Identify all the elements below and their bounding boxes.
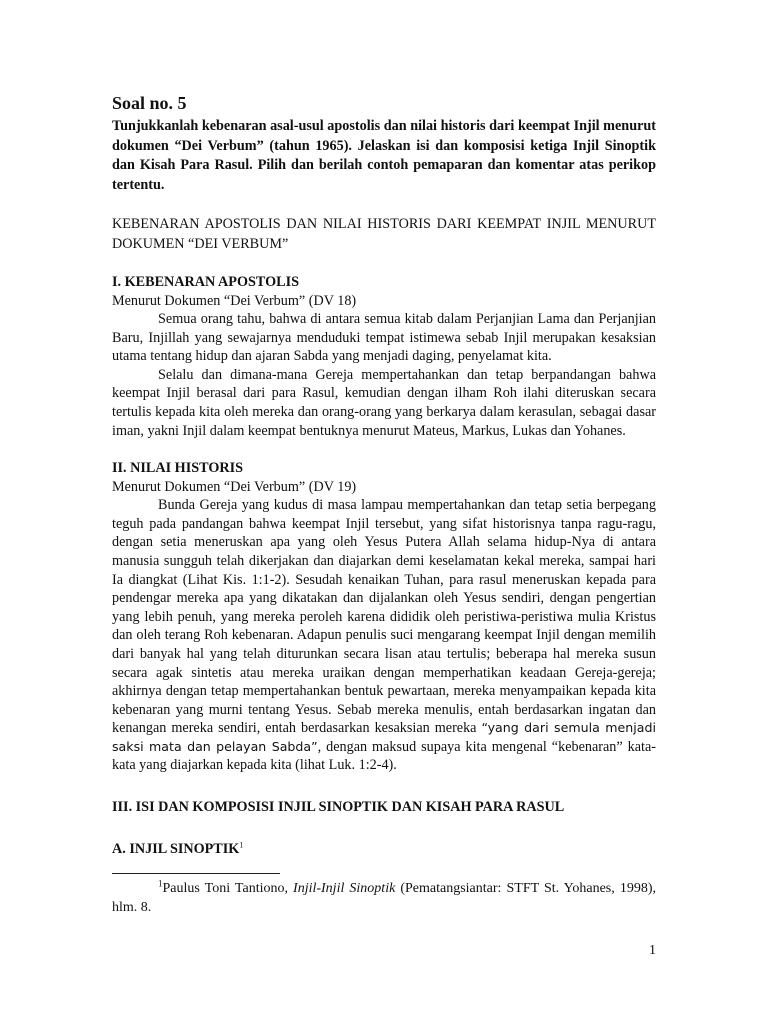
paragraph-apostolic-2: Selalu dan dimana-mana Gereja mempertahankan dan tetap berpandangan bahwa keempat Injil berasal dari para Rasul, kemudian dengan ilham Roh ilahi diteruskan secara tertulis kepada kita oleh mereka dan orang-orang yang berkarya dalam kerasulan, sebagai dasar iman, yakni Injil dalam keempat bentuknya menurut Mateus, Markus, Lukas dan Yohanes. — [112, 366, 656, 439]
section-reference-dv18: Menurut Dokumen “Dei Verbum” (DV 18) — [112, 293, 357, 309]
question-number-title: Soal no. 5 — [112, 93, 187, 113]
subsection-heading-text: A. INJIL SINOPTIK — [112, 841, 240, 858]
paragraph-historical-text-a: Bunda Gereja yang kudus di masa lampau mempertahankan dan tetap setia berpegang teguh pada pandangan bahwa keempat Injil tersebut, yang sifat historisnya tanpa ragu-ragu, dengan setia meneruskan apa yang oleh Yesus Putera Allah selama hidup-Nya di antara manusia sungguh telah dikerjakan dan diajarkan demi keselamatan kekal mereka, sampai hari Ia diangkat (Lihat Kis. 1:1-2). Sesudah kenaikan Tuhan, para rasul meneruskan kepada para pendengar mereka apa yang dikatakan dan dijalankan oleh Yesus sendiri, dengan pengertian yang lebih penuh, yang mereka peroleh karena dididik oleh peristiwa-peristiwa mulia Kristus dan oleh terang Roh kebenaran. Adapun penulis suci mengarang keempat Injil dengan memilih dari banyak hal yang telah diturunkan secara lisan atau tertulis; beberapa hal mereka susun secara agak sintetis atau mereka uraikan dengan memperhatikan keadaan Gereja-gereja; akhirnya dengan tetap mempertahankan bentuk pewartaan, mereka menyampaikan kepada kita kebenaran yang murni tentang Yesus. Sebab mereka menulis, entah berdasarkan ingatan dan kenangan mereka sendiri, entah berdasarkan kesaksian mereka — [112, 497, 656, 737]
footnote-reference-marker[interactable]: 1 — [239, 840, 244, 850]
page-number: 1 — [649, 943, 656, 958]
paragraph-apostolic-1: Semua orang tahu, bahwa di antara semua kitab dalam Perjanjian Lama dan Perjanjian Baru, Injillah yang sewajarnya menduduki tempat istimewa sebab Injil merupakan kesaksian utama tentang hidup dan ajaran Sabda yang menjadi daging, penyelamat kita. — [112, 311, 656, 365]
section-heading-apostolic-truth: I. KEBENARAN APOSTOLIS — [112, 274, 299, 290]
paragraph-historical-quote: “yang dari semula menjadi saksi mata dan pelayan Sabda” — [112, 720, 656, 754]
question-text: Tunjukkanlah kebenaran asal-usul apostolis dan nilai historis dari keempat Injil menurut dokumen “Dei Verbum” (tahun 1965). Jelaskan isi dan komposisi ketiga Injil Sinoptik dan Kisah Para Rasul. Pilih dan berilah contoh pemaparan dan komentar atas perikop tertentu. — [112, 118, 656, 193]
footnote-book-title: Injil-Injil Sinoptik — [293, 881, 396, 896]
document-page — [112, 92, 656, 859]
footnote-1 — [112, 879, 656, 917]
section-heading-historical-value: II. NILAI HISTORIS — [112, 460, 244, 477]
paragraph-historical-text-c: , dengan maksud supaya kita mengenal “kebenaran” kata-kata yang diajarkan kepada kita (lihat Luk. 1:2-4). — [112, 738, 656, 774]
section-reference-dv19: Menurut Dokumen “Dei Verbum” (DV 19) — [112, 479, 357, 496]
footnote-separator — [112, 873, 280, 874]
section-heading-synoptic-composition: III. ISI DAN KOMPOSISI INJIL SINOPTIK DAN KISAH PARA RASUL — [112, 799, 565, 816]
paragraph-historical-1 — [112, 496, 656, 775]
document-main-title: KEBENARAN APOSTOLIS DAN NILAI HISTORIS DARI KEEMPAT INJIL MENURUT DOKUMEN “DEI VERBUM” — [112, 216, 656, 252]
subsection-heading-synoptic-gospels — [112, 840, 656, 859]
footnote-number: 1 — [158, 878, 163, 889]
footnote-publication: (Pematangsiantar: STFT St. Yohanes, 1998), hlm. 8. — [112, 881, 656, 915]
footnote-author: Paulus Toni Tantiono, — [162, 881, 294, 896]
